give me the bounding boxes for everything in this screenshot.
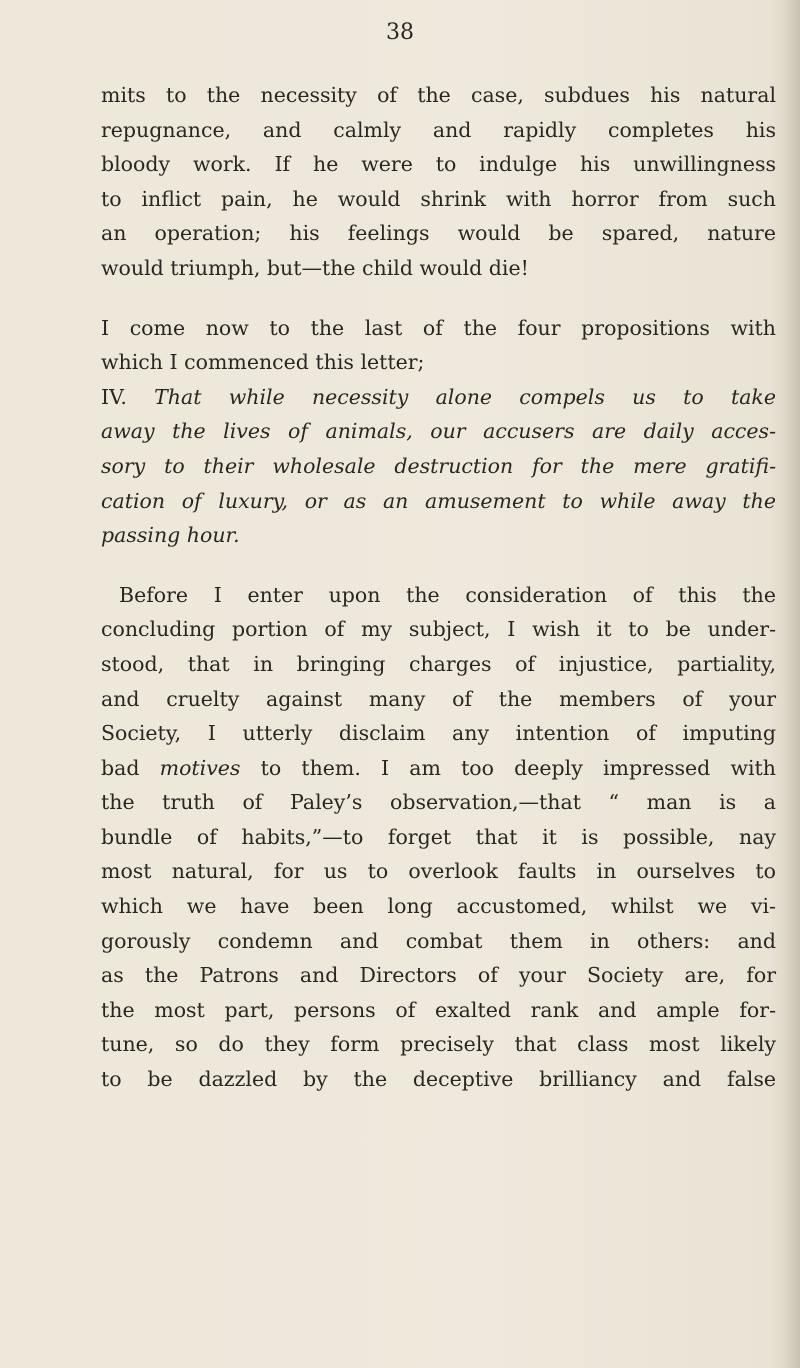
text-line: which we have been long accustomed, whilst we vi-	[101, 894, 776, 919]
text-line: passing hour.	[101, 523, 240, 548]
text-line: would triumph, but—the child would die!	[101, 255, 529, 280]
text-line: which I commenced this letter;	[101, 350, 425, 375]
text-line: to be dazzled by the deceptive brilliancy and false	[101, 1067, 776, 1092]
emphasized-word: motives	[159, 755, 241, 780]
text-line: concluding portion of my subject, I wish it to be under-	[101, 617, 776, 642]
paragraph-gap	[101, 553, 776, 578]
proposition-iv	[101, 380, 776, 553]
paragraph-2	[101, 311, 776, 380]
text-line: as the Patrons and Directors of your Society are, for	[101, 963, 776, 988]
paragraph-1	[101, 78, 776, 286]
text-line: the truth of Paley’s observation,—that “ man is a	[101, 790, 776, 815]
text-line: bloody work. If he were to indulge his unwillingness	[101, 152, 776, 177]
page-number: 38	[386, 20, 414, 45]
text-line: mits to the necessity of the case, subdues his natural	[101, 83, 776, 107]
text-line: most natural, for us to overlook faults in ourselves to	[101, 859, 776, 884]
text-line: cation of luxury, or as an amusement to while away the	[101, 488, 776, 513]
text-line	[101, 751, 776, 786]
text-line: to inflict pain, he would shrink with horror from such	[101, 186, 776, 211]
text-line: the most part, persons of exalted rank and ample for-	[101, 997, 776, 1022]
paragraph-3	[101, 578, 776, 1097]
text-line: Society, I utterly disclaim any intention of imputing	[101, 721, 776, 746]
text-line	[101, 380, 776, 415]
text-fragment: bad	[101, 755, 160, 780]
text-line: an operation; his feelings would be spared, nature	[101, 221, 776, 246]
text-line: tune, so do they form precisely that class most likely	[101, 1032, 776, 1057]
proposition-text: That while necessity alone compels us to take	[154, 384, 776, 409]
text-line: bundle of habits,”—to forget that it is possible, nay	[101, 824, 776, 849]
text-fragment: to them. I am too deeply impressed with	[240, 755, 776, 780]
text-line: gorously condemn and combat them in others: and	[101, 928, 776, 953]
text-line: sory to their wholesale destruction for the mere gratifi-	[101, 453, 776, 478]
proposition-numeral: IV.	[101, 384, 127, 409]
text-line: and cruelty against many of the members of your	[101, 686, 776, 711]
text-line: I come now to the last of the four propositions with	[101, 315, 776, 340]
text-line: repugnance, and calmly and rapidly completes his	[101, 117, 776, 142]
text-line: stood, that in bringing charges of injustice, partiality,	[101, 651, 776, 676]
text-line: away the lives of animals, our accusers are daily acces-	[101, 419, 776, 444]
body-text	[101, 78, 776, 1097]
paragraph-gap	[101, 286, 776, 311]
text-line: Before I enter upon the consideration of this the	[119, 582, 776, 607]
page-edge-shadow	[784, 0, 800, 1368]
